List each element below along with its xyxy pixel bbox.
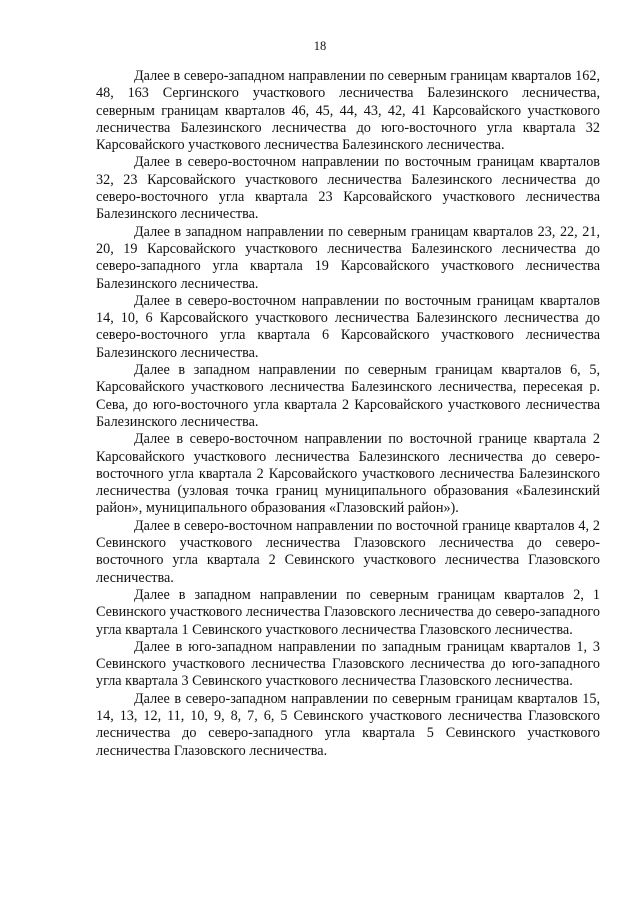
paragraph: Далее в западном направлении по северным границам кварталов 23, 22, 21, 20, 19 Карсовайского участкового лесничества Балезинского лесничества до северо-западного угла квартала 19 Карсовайского участкового лесничества Балезинского лесничества. — [96, 223, 600, 292]
document-body — [96, 68, 600, 760]
paragraph: Далее в западном направлении по северным границам кварталов 2, 1 Севинского участкового лесничества Глазовского лесничества до северо-западного угла квартала 1 Севинского участкового лесничества Глазовского лесничества. — [96, 586, 600, 638]
paragraph: Далее в северо-восточном направлении по восточной границе квартала 2 Карсовайского участкового лесничества Балезинского лесничества до северо-восточного угла квартала 2 Карсовайского участкового лесничества Балезинского лесничества (узловая точка границ муниципального образования «Балезинский район», муниципального образования «Глазовский район»). — [96, 431, 600, 517]
paragraph: Далее в северо-восточном направлении по восточным границам кварталов 14, 10, 6 Карсовайского участкового лесничества Балезинского лесничества до северо-восточного угла квартала 6 Карсовайского участкового лесничества Балезинского лесничества. — [96, 292, 600, 361]
paragraph: Далее в юго-западном направлении по западным границам кварталов 1, 3 Севинского участкового лесничества Глазовского лесничества до юго-западного угла квартала 3 Севинского участкового лесничества Глазовского лесничества. — [96, 638, 600, 690]
page-number: 18 — [313, 39, 327, 53]
paragraph: Далее в северо-восточном направлении по восточным границам кварталов 32, 23 Карсовайского участкового лесничества Балезинского лесничества до северо-восточного угла квартала 23 Карсовайского участкового лесничества Балезинского лесничества. — [96, 154, 600, 223]
paragraph: Далее в западном направлении по северным границам кварталов 6, 5, Карсовайского участкового лесничества Балезинского лесничества, пересекая р. Сева, до юго-восточного угла квартала 2 Карсовайского участкового лесничества Балезинского лесничества. — [96, 362, 600, 430]
paragraph: Далее в северо-западном направлении по северным границам кварталов 162, 48, 163 Сергинского участкового лесничества Балезинского лесничества, северным границам кварталов 46, 45, 44, 43, 42, 41 Карсовайского участкового лесничества Балезинского лесничества до юго-восточного угла квартала 32 Карсовайского участкового лесничества Балезинского лесничества. — [96, 68, 600, 154]
paragraph: Далее в северо-восточном направлении по восточной границе кварталов 4, 2 Севинского участкового лесничества Глазовского лесничества до северо-восточного угла квартала 2 Севинского участкового лесничества Глазовского лесничества. — [96, 517, 600, 586]
paragraph: Далее в северо-западном направлении по северным границам кварталов 15, 14, 13, 12, 11, 10, 9, 8, 7, 6, 5 Севинского участкового лесничества Глазовского лесничества до северо-западного угла квартала 5 Севинского участкового лесничества Глазовского лесничества. — [96, 690, 600, 759]
